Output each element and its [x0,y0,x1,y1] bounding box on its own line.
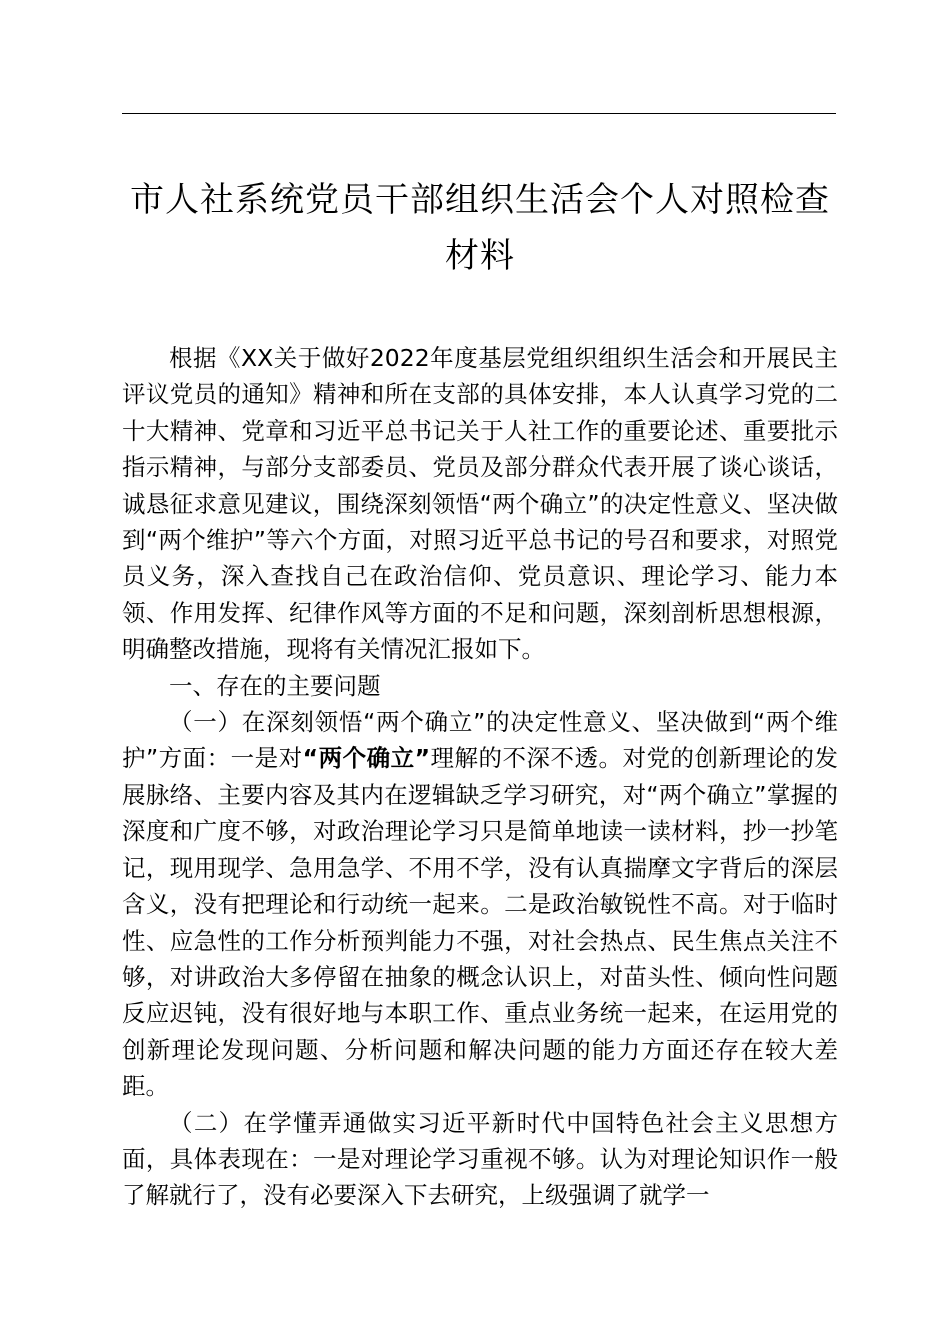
header-rule [122,113,836,114]
section-heading-1: 一、存在的主要问题 [169,671,381,700]
item-1-paragraph [122,704,838,1104]
item-1-prefix: （一）在深刻领悟“两个确立”的决定性意义、坚决做到“两个维护”方面：一是对 [122,708,838,773]
document-body [122,340,838,1214]
document-title [100,172,860,284]
title-line-1: 市人社系统党员干部组织生活会个人对照检查 [130,180,830,220]
title-line-2: 材料 [445,236,515,276]
intro-paragraph: 根据《XX关于做好2022年度基层党组织组织生活会和开展民主评议党员的通知》精神和所在支部的具体安排，本人认真学习党的二十大精神、党章和习近平总书记关于人社工作的重要论述、重要批示指示精神，与部分支部委员、党员及部分群众代表开展了谈心谈话，诚恳征求意见建议，围绕深刻领悟“两个确立”的决定性意义、坚决做到“两个维护”等六个方面，对照习近平总书记的号召和要求，对照党员义务，深入查找自己在政治信仰、党员意识、理论学习、能力本领、作用发挥、纪律作风等方面的不足和问题，深刻剖析思想根源，明确整改措施，现将有关情况汇报如下。 [122,344,838,664]
item-1-bold-term: “两个确立” [302,744,431,773]
item-1-rest: 理解的不深不透。对党的创新理论的发展脉络、主要内容及其内在逻辑缺乏学习研究，对“两个确立”掌握的深度和广度不够，对政治理论学习只是简单地读一读材料，抄一抄笔记，现用现学、急用急学、不用不学，没有认真揣摩文字背后的深层含义，没有把理论和行动统一起来。二是政治敏锐性不高。对于临时性、应急性的工作分析预判能力不强，对社会热点、民生焦点关注不够，对讲政治大多停留在抽象的概念认识上，对苗头性、倾向性问题反应迟钝，没有很好地与本职工作、重点业务统一起来，在运用党的创新理论发现问题、分析问题和解决问题的能力方面还存在较大差距。 [122,744,839,1101]
item-2-paragraph: （二）在学懂弄通做实习近平新时代中国特色社会主义思想方面，具体表现在：一是对理论学习重视不够。认为对理论知识作一般了解就行了，没有必要深入下去研究，上级强调了就学一 [122,1108,838,1210]
